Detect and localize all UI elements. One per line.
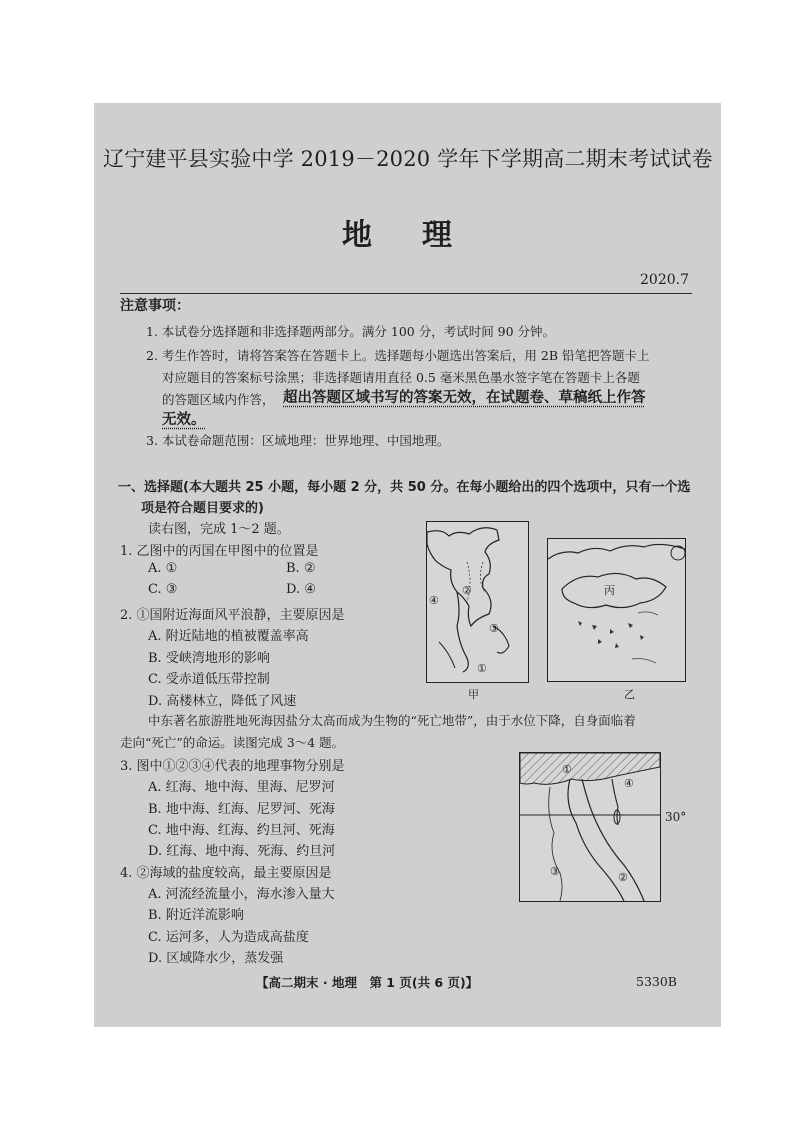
- me-marker-3: ③: [550, 865, 560, 878]
- intro-q1-2: 读右图，完成 1～2 题。: [148, 522, 290, 537]
- notice-item-1: 1. 本试卷分选择题和非选择题两部分。满分 100 分，考试时间 90 分钟。: [146, 324, 556, 339]
- section-heading: 一、选择题(本大题共 25 小题，每小题 2 分，共 50 分。在每小题给出的四个选项中，只有一个选: [118, 480, 691, 495]
- subject-title: 地理: [342, 218, 502, 253]
- section-heading-cont: 项是符合题目要求的): [141, 501, 264, 516]
- q4-option-b: B. 附近洋流影响: [148, 908, 244, 923]
- page-footer: 【高二期末 · 地理 第 1 页(共 6 页)】: [256, 975, 479, 990]
- q1-stem: 1. 乙图中的丙国在甲图中的位置是: [120, 544, 319, 559]
- intro-q3-4: 中东著名旅游胜地死海因盐分太高而成为生物的“死亡地带”，由于水位下降，自身面临着: [148, 713, 636, 728]
- notice-item-2-cont2: 的答题区域内作答，: [162, 392, 275, 407]
- q3-option-b: B. 地中海、红海、尼罗河、死海: [148, 802, 335, 817]
- q3-stem: 3. 图中①②③④代表的地理事物分别是: [120, 759, 345, 774]
- q4-option-a: A. 河流经流量小，海水渗入量大: [148, 887, 335, 902]
- map-middle-east: [519, 752, 661, 902]
- map-jia: [426, 521, 529, 683]
- paper-code: 5330B: [636, 974, 677, 989]
- me-marker-4: ④: [624, 777, 634, 790]
- exam-title: 辽宁建平县实验中学 2019－2020 学年下学期高二期末考试试卷: [103, 147, 713, 171]
- q2-option-d: D. 高楼林立，降低了风速: [148, 694, 297, 709]
- q2-option-c: C. 受赤道低压带控制: [148, 672, 270, 687]
- me-marker-1: ①: [562, 763, 572, 776]
- intro-q3-4-cont: 走向“死亡”的命运。读图完成 3～4 题。: [120, 735, 345, 750]
- q3-option-d: D. 红海、地中海、死海、约旦河: [148, 844, 336, 859]
- latitude-label: 30°: [665, 810, 687, 824]
- q4-option-d: D. 区域降水少，蒸发强: [148, 951, 284, 966]
- notice-heading: 注意事项：: [120, 298, 190, 314]
- q1-option-d: D. ④: [286, 582, 316, 597]
- header-divider: [120, 293, 692, 294]
- map-middle-east-outline: [520, 753, 660, 901]
- q4-option-c: C. 运河多，人为造成高盐度: [148, 930, 309, 945]
- map-yi: [547, 538, 686, 682]
- q2-option-b: B. 受峡湾地形的影响: [148, 651, 270, 666]
- q3-option-a: A. 红海、地中海、里海、尼罗河: [148, 780, 335, 795]
- jia-marker-3: ③: [489, 622, 499, 635]
- q1-option-b: B. ②: [286, 561, 316, 576]
- jia-marker-2: ②: [462, 584, 472, 597]
- q1-option-a: A. ①: [148, 561, 178, 576]
- me-marker-2: ②: [618, 871, 628, 884]
- q2-option-a: A. 附近陆地的植被覆盖率高: [148, 629, 309, 644]
- notice-item-3: 3. 本试卷命题范围：区域地理：世界地理、中国地理。: [146, 433, 450, 448]
- exam-date: 2020.7: [640, 272, 689, 288]
- notice-item-2: 2. 考生作答时，请将答案答在答题卡上。选择题每小题选出答案后，用 2B 铅笔把答题卡上: [146, 348, 650, 363]
- q1-option-c: C. ③: [148, 582, 178, 597]
- notice-emphasis: 超出答题区域书写的答案无效，在试题卷、草稿纸上作答: [283, 390, 646, 406]
- jia-marker-4: ④: [429, 594, 439, 607]
- notice-emphasis-end: 无效。: [162, 412, 206, 428]
- yi-country-label: 丙: [604, 584, 615, 597]
- map-yi-outline: [548, 539, 685, 681]
- map-yi-label: 乙: [624, 688, 635, 701]
- q2-stem: 2. ①国附近海面风平浪静，主要原因是: [120, 608, 345, 623]
- notice-item-2-cont: 对应题目的答案标号涂黑；非选择题请用直径 0.5 毫米黑色墨水签字笔在答题卡上各题: [162, 370, 640, 385]
- q4-stem: 4. ②海域的盐度较高，最主要原因是: [120, 866, 332, 881]
- q3-option-c: C. 地中海、红海、约旦河、死海: [148, 823, 335, 838]
- map-jia-label: 甲: [468, 688, 479, 701]
- map-jia-outline: [427, 522, 528, 682]
- jia-marker-1: ①: [477, 662, 487, 675]
